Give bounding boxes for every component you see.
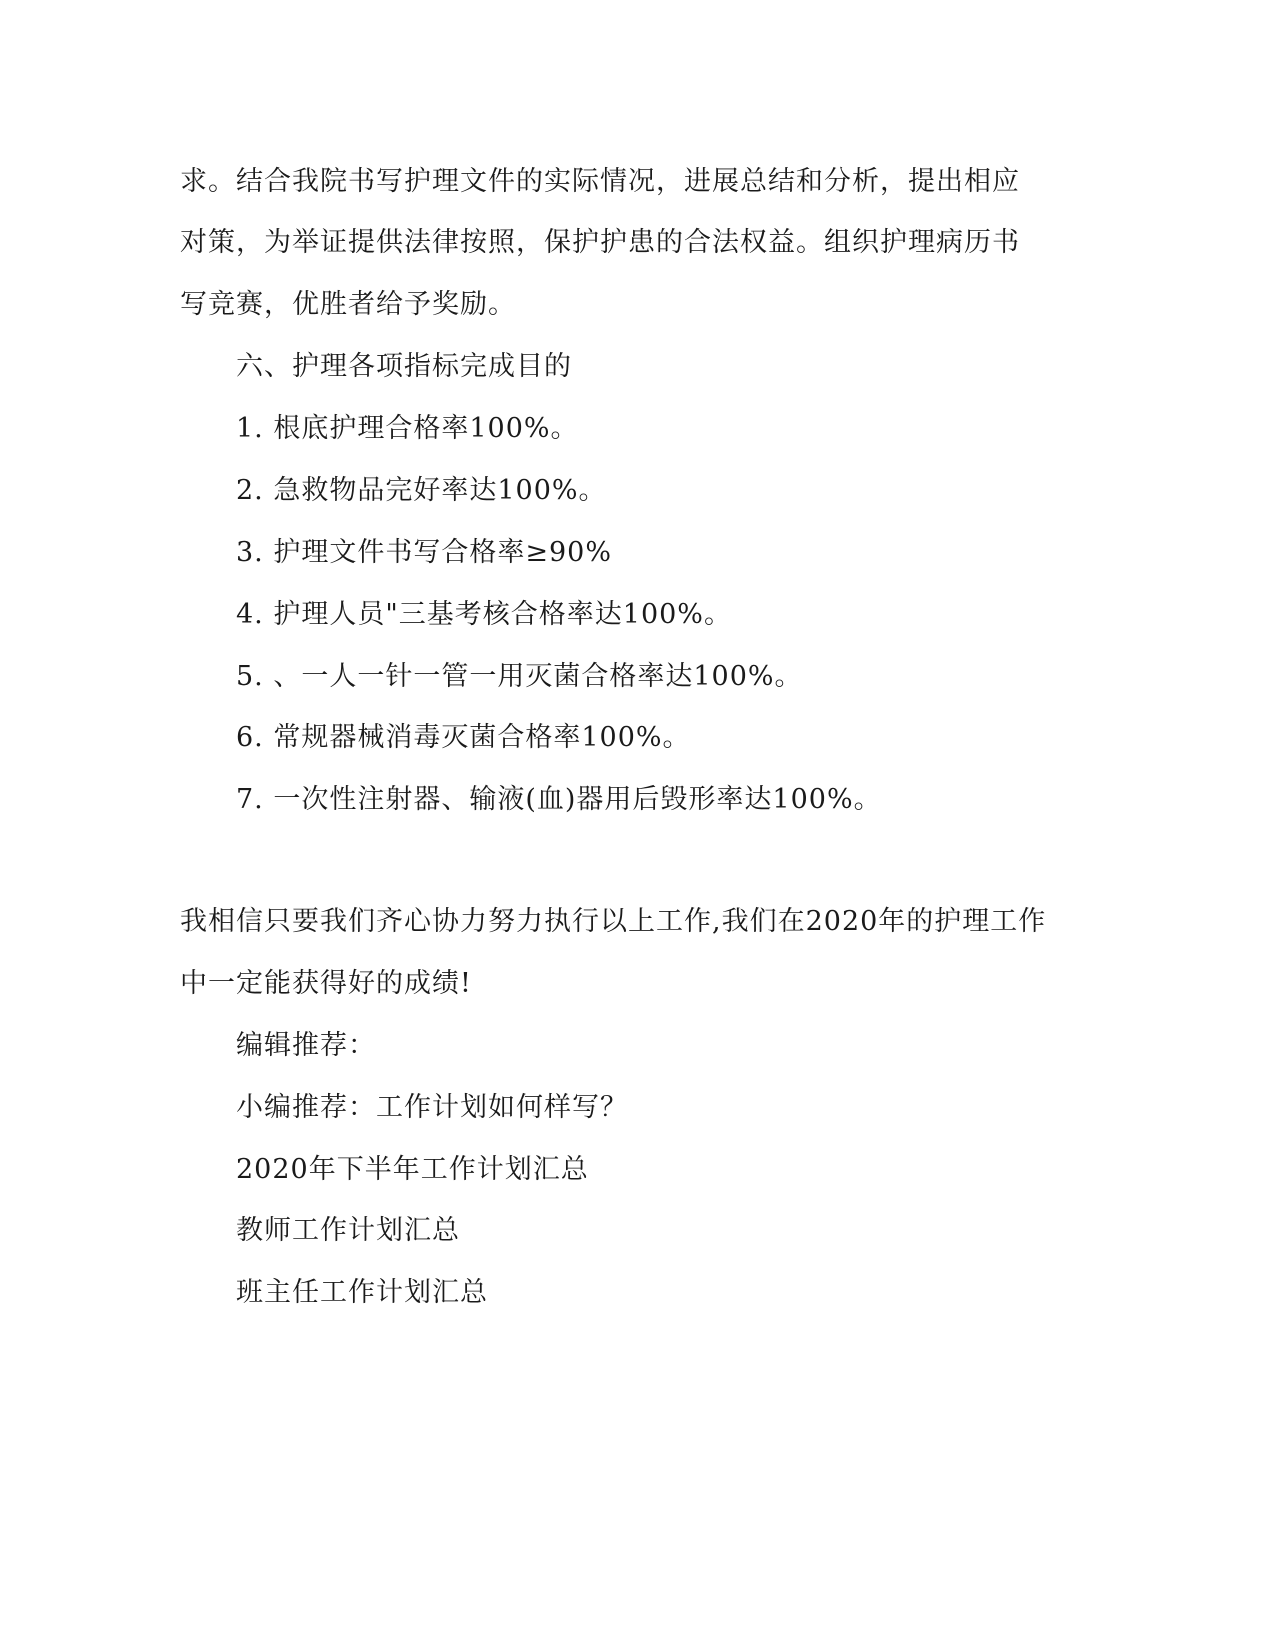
indicator-item: 4. 护理人员"三基考核合格率达100%。 — [236, 599, 732, 630]
indicator-item: 7. 一次性注射器、输液(血)器用后毁形率达100%。 — [236, 784, 882, 815]
indicator-item: 1. 根底护理合格率100%。 — [236, 413, 579, 444]
recommendation-link[interactable]: 小编推荐：工作计划如何样写？ — [236, 1092, 628, 1123]
intro-paragraph-line: 求。结合我院书写护理文件的实际情况，进展总结和分析，提出相应 — [180, 166, 1020, 197]
recommendation-link[interactable]: 班主任工作计划汇总 — [236, 1277, 488, 1308]
recommendation-link[interactable]: 2020年下半年工作计划汇总 — [236, 1154, 589, 1185]
intro-paragraph-line: 写竞赛，优胜者给予奖励。 — [180, 289, 516, 320]
intro-paragraph-line: 对策，为举证提供法律按照，保护护患的合法权益。组织护理病历书 — [180, 227, 1020, 258]
indicator-item: 5. 、一人一针一管一用灭菌合格率达100%。 — [236, 661, 803, 692]
indicator-item: 6. 常规器械消毒灭菌合格率100%。 — [236, 722, 691, 753]
indicator-item: 3. 护理文件书写合格率≥90% — [236, 537, 612, 568]
indicator-item: 2. 急救物品完好率达100%。 — [236, 475, 607, 506]
section-heading: 六、护理各项指标完成目的 — [236, 351, 572, 382]
recommendation-link[interactable]: 教师工作计划汇总 — [236, 1215, 460, 1246]
closing-paragraph-line: 我相信只要我们齐心协力努力执行以上工作,我们在2020年的护理工作 — [180, 906, 1047, 937]
closing-paragraph-line: 中一定能获得好的成绩! — [180, 968, 472, 999]
recommendations-heading: 编辑推荐： — [236, 1030, 376, 1061]
